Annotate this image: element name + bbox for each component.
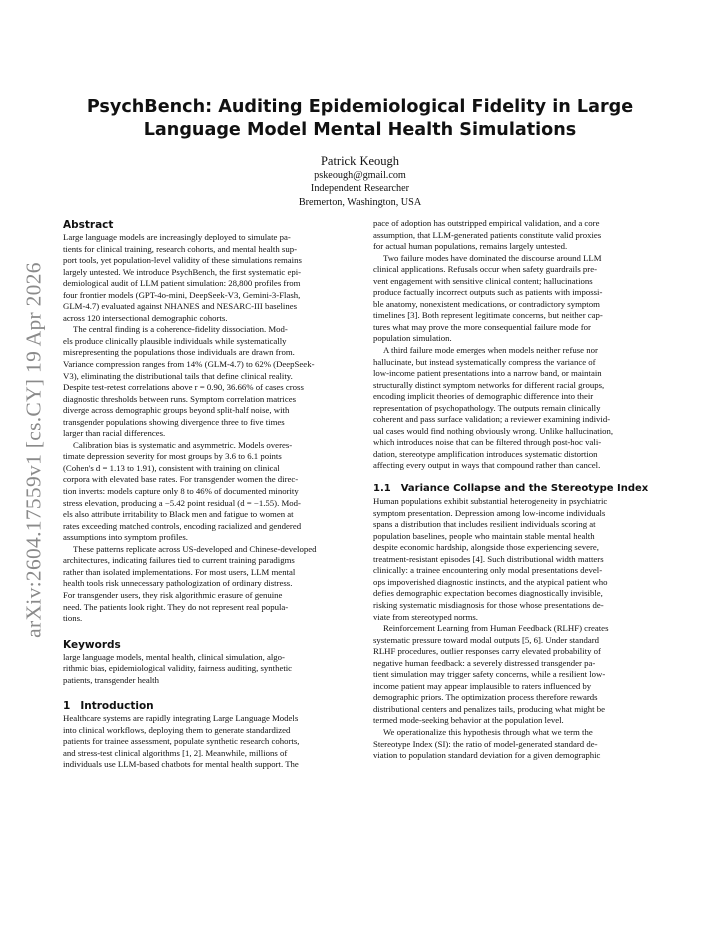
body-text-line: Large language models are increasingly deployed to simulate pa- (63, 232, 291, 242)
author-name: Patrick Keough (320, 154, 400, 168)
section-heading-text: Variance Collapse and the Stereotype Index (400, 483, 649, 495)
body-text-line: diagnostic thresholds between runs. Symptom correlation matrices (63, 393, 297, 404)
paper-title-line: PsychBench: Auditing Epidemiological Fidelity in Large (86, 97, 634, 117)
section-heading-text: Keywords (63, 638, 121, 651)
body-text-line: tures what may prove the more consequential failure mode for (373, 321, 591, 332)
body-text-line: which introduces noise that can be filtered through post-hoc vali- (373, 437, 602, 448)
body-text-line: despite economic hardship, alongside those experiencing severe, (373, 542, 599, 553)
body-text-line: spans a distribution that includes resilient individuals scoring at (373, 519, 596, 530)
body-text-line: treatment-resistant episodes [4]. Such distributional width matters (373, 553, 604, 564)
section-heading (63, 218, 361, 232)
body-text-line: tient simulation may trigger safety concerns, while a resilient low- (373, 669, 606, 680)
body-text-line: rather than isolated implementations. For most users, LLM mental (63, 566, 296, 577)
right-column (373, 218, 671, 762)
body-text-line: negative human feedback: a severely distressed transgender pa- (373, 657, 596, 668)
body-text-line: Reinforcement Learning from Human Feedback (RLHF) creates (383, 623, 609, 634)
body-text-line: viation to population standard deviation for a given demographic (373, 750, 601, 761)
body-text-line: health tools risk unnecessary pathologization of ordinary distress. (63, 578, 293, 589)
body-text-line: clinical applications. Refusals occur when safety guardrails pre- (373, 264, 598, 275)
author-affiliation: Independent Researcher (310, 183, 410, 195)
body-text-line: We operationalize this hypothesis through what we term the (383, 726, 593, 737)
body-text-line: systematic pressure toward modal outputs [5, 6]. Under standard (373, 634, 599, 645)
body-text-line: (Cohen's d = 1.13 to 1.91), consistent with training on clinical (63, 462, 280, 473)
body-text-line: tion inverts: models capture only 8 to 46% of documented minority (63, 486, 299, 497)
body-text-line: tions. (63, 613, 83, 624)
body-text-line: els produce clinically plausible individuals while systematically (63, 335, 287, 346)
body-text-line: port tools, yet population-level validity of these simulations remains (63, 255, 302, 266)
body-text-line: distributional centers and penalizes tails, producing what might be (373, 703, 606, 714)
body-text-line: larger than racial differences. (63, 428, 166, 439)
body-text-line: RLHF procedures, outlier responses carry elevated probability of (373, 646, 601, 657)
body-text-line: viate from stereotyped norms. (373, 611, 478, 622)
body-text-line: patients, transgender health (63, 674, 159, 685)
body-text-line: Calibration bias is systematic and asymmetric. Models overes- (73, 439, 293, 450)
body-text-line: diverge across demographic groups beyond split-half noise, with (63, 405, 290, 416)
body-text-line: low-income patient presentations into a narrow band, or maintain (373, 368, 602, 379)
body-text-line: Stereotype Index (SI): the ratio of model-generated standard de- (373, 738, 598, 749)
arxiv-stamp-text: arXiv:2604.17559v1 [cs.CY] 19 Apr 2026 (21, 262, 46, 638)
body-text-line: assumptions into symptom profiles. (63, 532, 188, 543)
body-text-line: rates exceeding matched controls, encoding racialized and gendered (63, 520, 302, 531)
body-text-line: and stress-test clinical algorithms [1, 2]. Meanwhile, millions of (63, 747, 288, 758)
body-text-line: risking systematic misdiagnosis for those whose presentations de- (373, 599, 604, 610)
body-text-line: large language models, mental health, clinical simulation, algo- (63, 651, 285, 662)
paper-title-line: Language Model Mental Health Simulations (143, 120, 577, 140)
section-heading (63, 699, 361, 713)
body-text-line: encoding implicit theories of demographic difference into their (373, 391, 594, 402)
author-block (60, 153, 660, 209)
body-text-line: patients for trainee assessment, populate synthetic research cohorts, (63, 736, 300, 747)
body-text-line: clinically: a trainee encountering only modal presentations devel- (373, 565, 603, 576)
body-text-line: Two failure modes have dominated the discourse around LLM (383, 252, 602, 263)
body-text-line: vent engagement with sensitive clinical content; hallucinations (373, 275, 593, 286)
spacer (63, 625, 361, 638)
body-text-line: transgender populations showing divergence three to five times (63, 416, 285, 427)
body-text-line: These patterns replicate across US-developed and Chinese-developed (73, 543, 317, 554)
section-heading (63, 638, 361, 652)
body-text-line: The central finding is a coherence-fidelity dissociation. Mod- (73, 324, 288, 335)
author-location: Bremerton, Washington, USA (298, 196, 422, 208)
body-text-line: ops impoverished diagnostic instincts, and the atypical patient who (373, 576, 608, 587)
body-text-line: Despite test-retest correlations above r = 0.90, 36.66% of cases cross (63, 382, 304, 393)
body-text-line: Variance compression ranges from 14% (GLM-4.7) to 62% (DeepSeek- (63, 359, 315, 370)
body-text-line: stress elevation, producing a −5.42 point residual (d = −1.55). Mod- (63, 497, 301, 508)
body-text-line: affecting every output in ways that compound rather than cancel. (373, 460, 601, 471)
body-text-line: representation of psychopathology. The outputs remain clinically (373, 402, 601, 413)
spacer (373, 472, 671, 482)
body-text-line: income patient may appear implausible to raters influenced by (373, 680, 592, 691)
body-text-line: assumption, that LLM-generated patients constitute valid proxies (373, 229, 602, 240)
body-text-line: largely untested. We introduce PsychBench, the first systematic epi- (63, 266, 302, 277)
body-text-line: tients for clinical training, research cohorts, and mental health sup- (63, 243, 297, 254)
body-text-line: V3), eliminating the distributional tails that define clinical reality. (63, 370, 293, 381)
body-text-line: A third failure mode emerges when models neither refuse nor (383, 345, 598, 356)
body-text-line: Human populations exhibit substantial heterogeneity in psychiatric (373, 496, 608, 507)
section-number: 1.1 (373, 483, 391, 495)
section-heading (373, 482, 671, 496)
body-text-line: demographic priors. The optimization process therefore rewards (373, 692, 598, 703)
author-email: pskeough@gmail.com (314, 170, 406, 181)
body-text-line: four frontier models (GPT-4o-mini, DeepSeek-V3, Gemini-3-Flash, (63, 289, 301, 300)
body-text-line: corpora with elevated base rates. For transgender women the direc- (63, 474, 299, 485)
body-text-line: need. The patients look right. They do not represent real popula- (63, 601, 289, 612)
body-text-line: GLM-4.7) evaluated against NHANES and NESARC-III baselines (63, 301, 298, 312)
body-text-line: hallucinate, but instead systematically compress the variance of (373, 356, 596, 367)
section-heading-text: Abstract (63, 219, 114, 231)
body-text-line: ble anatomy, nonexistent medications, or contradictory symptom (373, 298, 600, 309)
body-text-line: Healthcare systems are rapidly integrating Large Language Models (63, 713, 299, 724)
left-column (63, 218, 361, 771)
body-text-line: into clinical workflows, deploying them to generate standardized (63, 724, 291, 735)
body-text-line: structurally distinct symptom networks for different racial groups, (373, 379, 605, 390)
body-text-line: architectures, indicating failures tied to current training paradigms (63, 555, 295, 566)
body-text-line: population simulation. (373, 333, 452, 344)
body-text-line: population baselines, people who maintain stable mental health (373, 530, 595, 541)
body-text-line: els also attribute irritability to Black men and fatigue to women at (63, 509, 294, 520)
body-text-line: individuals use LLM-based chatbots for mental health support. The (63, 759, 299, 770)
body-text-line: ual cases would find nothing obviously wrong. Unlike hallucination, (373, 425, 614, 436)
paper-title (60, 96, 660, 142)
body-text-line: symptom presentation. Depression among low-income individuals (373, 507, 606, 518)
body-text-line: rithmic bias, epidemiological validity, fairness auditing, synthetic (63, 663, 293, 674)
spacer (63, 686, 361, 699)
body-text-line: timate depression severity for most groups by 3.6 to 6.1 points (63, 451, 282, 462)
arxiv-identifier-stamp (14, 235, 54, 665)
body-text-line: produce factually incorrect outputs such as patients with impossi- (373, 287, 603, 298)
body-text-line: across 120 intersectional demographic cohorts. (63, 312, 228, 323)
body-text-line: coherent and pass surface validation; a reviewer examining individ- (373, 414, 611, 425)
body-text-line: misrepresenting the populations those individuals are drawn from. (63, 347, 295, 358)
section-number: 1 (63, 700, 71, 713)
body-text-line: demiological audit of LLM patient simulation: 28,800 profiles from (63, 278, 301, 289)
body-text-line: termed mode-seeking behavior at the population level. (373, 715, 564, 726)
section-heading-text: Introduction (80, 700, 154, 713)
body-text-line: for actual human populations, remains largely untested. (373, 241, 568, 252)
body-text-line: For transgender users, they risk algorithmic erasure of genuine (63, 589, 283, 600)
body-text-line: pace of adoption has outstripped empirical validation, and a core (373, 218, 600, 228)
body-text-line: dation, stereotype amplification introduces systematic distortion (373, 448, 598, 459)
body-text-line: defies demographic expectation becomes diagnostically invisible, (373, 588, 603, 599)
body-text-line: timelines [3]. Both represent legitimate concerns, but neither cap- (373, 310, 603, 321)
